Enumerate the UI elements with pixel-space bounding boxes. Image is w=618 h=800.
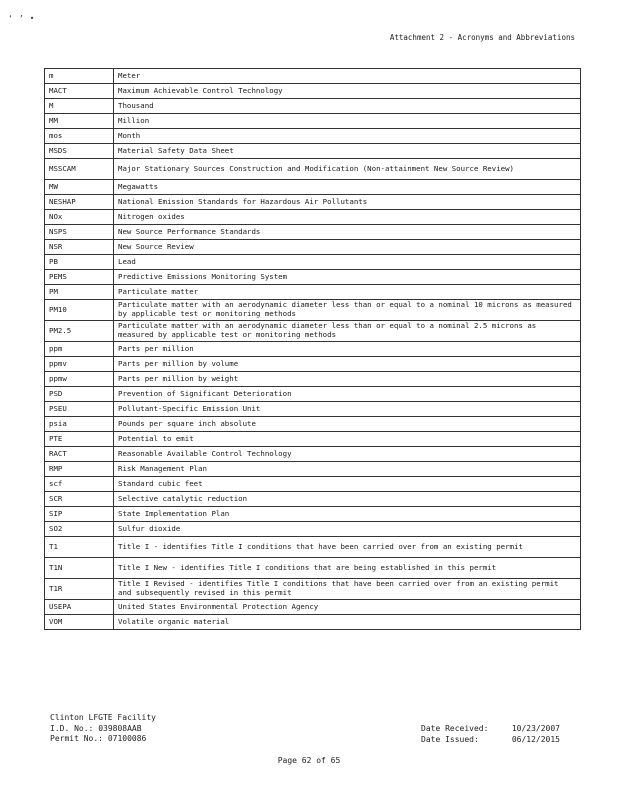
table-row xyxy=(45,372,581,387)
definition-cell: Particulate matter with an aerodynamic diameter less than or equal to a nominal 10 microns as measured by applicable test or monitoring methods xyxy=(114,300,581,321)
table-row xyxy=(45,537,581,558)
definition-cell: Nitrogen oxides xyxy=(114,210,581,225)
definition-cell: New Source Performance Standards xyxy=(114,225,581,240)
definition-cell: Title I Revised - identifies Title I conditions that have been carried over from an existing permit and subsequently revised in this permit xyxy=(114,579,581,600)
table-row xyxy=(45,417,581,432)
acronym-cell: MSSCAM xyxy=(45,159,114,180)
table-row xyxy=(45,210,581,225)
table-row xyxy=(45,300,581,321)
table-row xyxy=(45,180,581,195)
table-row xyxy=(45,558,581,579)
acronym-cell: m xyxy=(45,69,114,84)
acronym-cell: M xyxy=(45,99,114,114)
table-row xyxy=(45,477,581,492)
acronym-cell: PTE xyxy=(45,432,114,447)
definition-cell: Particulate matter xyxy=(114,285,581,300)
acronym-cell: MW xyxy=(45,180,114,195)
table-row xyxy=(45,357,581,372)
footer-facility-info xyxy=(50,713,156,745)
acronym-cell: T1 xyxy=(45,537,114,558)
acronyms-table-body xyxy=(45,69,581,630)
table-row xyxy=(45,84,581,99)
definition-cell: Parts per million by volume xyxy=(114,357,581,372)
date-received-line xyxy=(421,724,560,735)
acronym-cell: PM xyxy=(45,285,114,300)
date-received-label: Date Received: xyxy=(421,724,489,733)
permit-number-value: 07100086 xyxy=(107,734,147,743)
acronym-cell: PB xyxy=(45,255,114,270)
facility-id-line xyxy=(50,724,156,735)
definition-cell: Selective catalytic reduction xyxy=(114,492,581,507)
definition-cell: Lead xyxy=(114,255,581,270)
table-row xyxy=(45,321,581,342)
definition-cell: Sulfur dioxide xyxy=(114,522,581,537)
table-row xyxy=(45,402,581,417)
definition-cell: Million xyxy=(114,114,581,129)
table-row xyxy=(45,579,581,600)
acronym-cell: NSPS xyxy=(45,225,114,240)
attachment-title: Attachment 2 - Acronyms and Abbreviations xyxy=(389,33,575,42)
acronym-cell: ppmv xyxy=(45,357,114,372)
definition-cell: Potential to emit xyxy=(114,432,581,447)
acronym-cell: PM2.5 xyxy=(45,321,114,342)
definition-cell: Material Safety Data Sheet xyxy=(114,144,581,159)
acronym-cell: RACT xyxy=(45,447,114,462)
table-row xyxy=(45,159,581,180)
definition-cell: Maximum Achievable Control Technology xyxy=(114,84,581,99)
acronym-cell: USEPA xyxy=(45,600,114,615)
acronym-cell: PEMS xyxy=(45,270,114,285)
acronym-cell: ppmw xyxy=(45,372,114,387)
definition-cell: Title I New - identifies Title I conditions that are being established in this permit xyxy=(114,558,581,579)
acronym-cell: T1N xyxy=(45,558,114,579)
table-row xyxy=(45,432,581,447)
table-row xyxy=(45,522,581,537)
definition-cell: Prevention of Significant Deterioration xyxy=(114,387,581,402)
acronym-cell: MSDS xyxy=(45,144,114,159)
acronym-cell: PSEU xyxy=(45,402,114,417)
definition-cell: Volatile organic material xyxy=(114,615,581,630)
scan-artifact-marks: ‘’• xyxy=(8,14,41,23)
definition-cell: Reasonable Available Control Technology xyxy=(114,447,581,462)
facility-id-label: I.D. No.: xyxy=(50,723,94,733)
acronym-cell: VOM xyxy=(45,615,114,630)
acronym-cell: mos xyxy=(45,129,114,144)
footer-dates xyxy=(421,724,560,745)
permit-number-label: Permit No.: xyxy=(50,734,103,743)
table-row xyxy=(45,129,581,144)
table-row xyxy=(45,615,581,630)
table-row xyxy=(45,270,581,285)
table-row xyxy=(45,462,581,477)
definition-cell: Parts per million by weight xyxy=(114,372,581,387)
acronym-cell: MACT xyxy=(45,84,114,99)
table-row xyxy=(45,99,581,114)
table-row xyxy=(45,114,581,129)
table-row xyxy=(45,285,581,300)
definition-cell: Title I - identifies Title I conditions that have been carried over from an existing permit xyxy=(114,537,581,558)
definition-cell: National Emission Standards for Hazardous Air Pollutants xyxy=(114,195,581,210)
acronyms-table xyxy=(44,68,581,630)
table-row xyxy=(45,447,581,462)
table-row xyxy=(45,342,581,357)
definition-cell: Megawatts xyxy=(114,180,581,195)
acronym-cell: PSD xyxy=(45,387,114,402)
definition-cell: Thousand xyxy=(114,99,581,114)
definition-cell: Predictive Emissions Monitoring System xyxy=(114,270,581,285)
table-row xyxy=(45,255,581,270)
date-issued-value: 06/12/2015 xyxy=(511,734,560,744)
definition-cell: Month xyxy=(114,129,581,144)
definition-cell: New Source Review xyxy=(114,240,581,255)
acronym-cell: psia xyxy=(45,417,114,432)
definition-cell: Particulate matter with an aerodynamic diameter less than or equal to a nominal 2.5 microns as measured by applicable test or monitoring methods xyxy=(114,321,581,342)
table-row xyxy=(45,69,581,84)
facility-id-value: 039808AAB xyxy=(98,723,142,733)
definition-cell: Pounds per square inch absolute xyxy=(114,417,581,432)
definition-cell: State Implementation Plan xyxy=(114,507,581,522)
page-number: Page 62 of 65 xyxy=(277,756,341,765)
table-row xyxy=(45,195,581,210)
acronym-cell: PM10 xyxy=(45,300,114,321)
acronym-cell: SCR xyxy=(45,492,114,507)
facility-name: Clinton LFGTE Facility xyxy=(50,713,156,722)
acronym-cell: MM xyxy=(45,114,114,129)
acronym-cell: ppm xyxy=(45,342,114,357)
definition-cell: Standard cubic feet xyxy=(114,477,581,492)
acronym-cell: NSR xyxy=(45,240,114,255)
acronym-cell: NESHAP xyxy=(45,195,114,210)
acronym-cell: RMP xyxy=(45,462,114,477)
table-row xyxy=(45,144,581,159)
acronym-cell: SO2 xyxy=(45,522,114,537)
date-issued-label: Date Issued: xyxy=(421,734,479,744)
definition-cell: Risk Management Plan xyxy=(114,462,581,477)
table-row xyxy=(45,507,581,522)
acronym-cell: scf xyxy=(45,477,114,492)
date-received-value: 10/23/2007 xyxy=(511,724,560,733)
definition-cell: Parts per million xyxy=(114,342,581,357)
acronym-cell: NOx xyxy=(45,210,114,225)
acronym-cell: T1R xyxy=(45,579,114,600)
acronym-cell: SIP xyxy=(45,507,114,522)
definition-cell: Major Stationary Sources Construction and Modification (Non-attainment New Source Review) xyxy=(114,159,581,180)
table-row xyxy=(45,387,581,402)
table-row xyxy=(45,240,581,255)
table-row xyxy=(45,600,581,615)
definition-cell: United States Environmental Protection Agency xyxy=(114,600,581,615)
definition-cell: Meter xyxy=(114,69,581,84)
permit-number-line xyxy=(50,734,156,745)
date-issued-line xyxy=(421,735,560,746)
table-row xyxy=(45,225,581,240)
table-row xyxy=(45,492,581,507)
definition-cell: Pollutant-Specific Emission Unit xyxy=(114,402,581,417)
